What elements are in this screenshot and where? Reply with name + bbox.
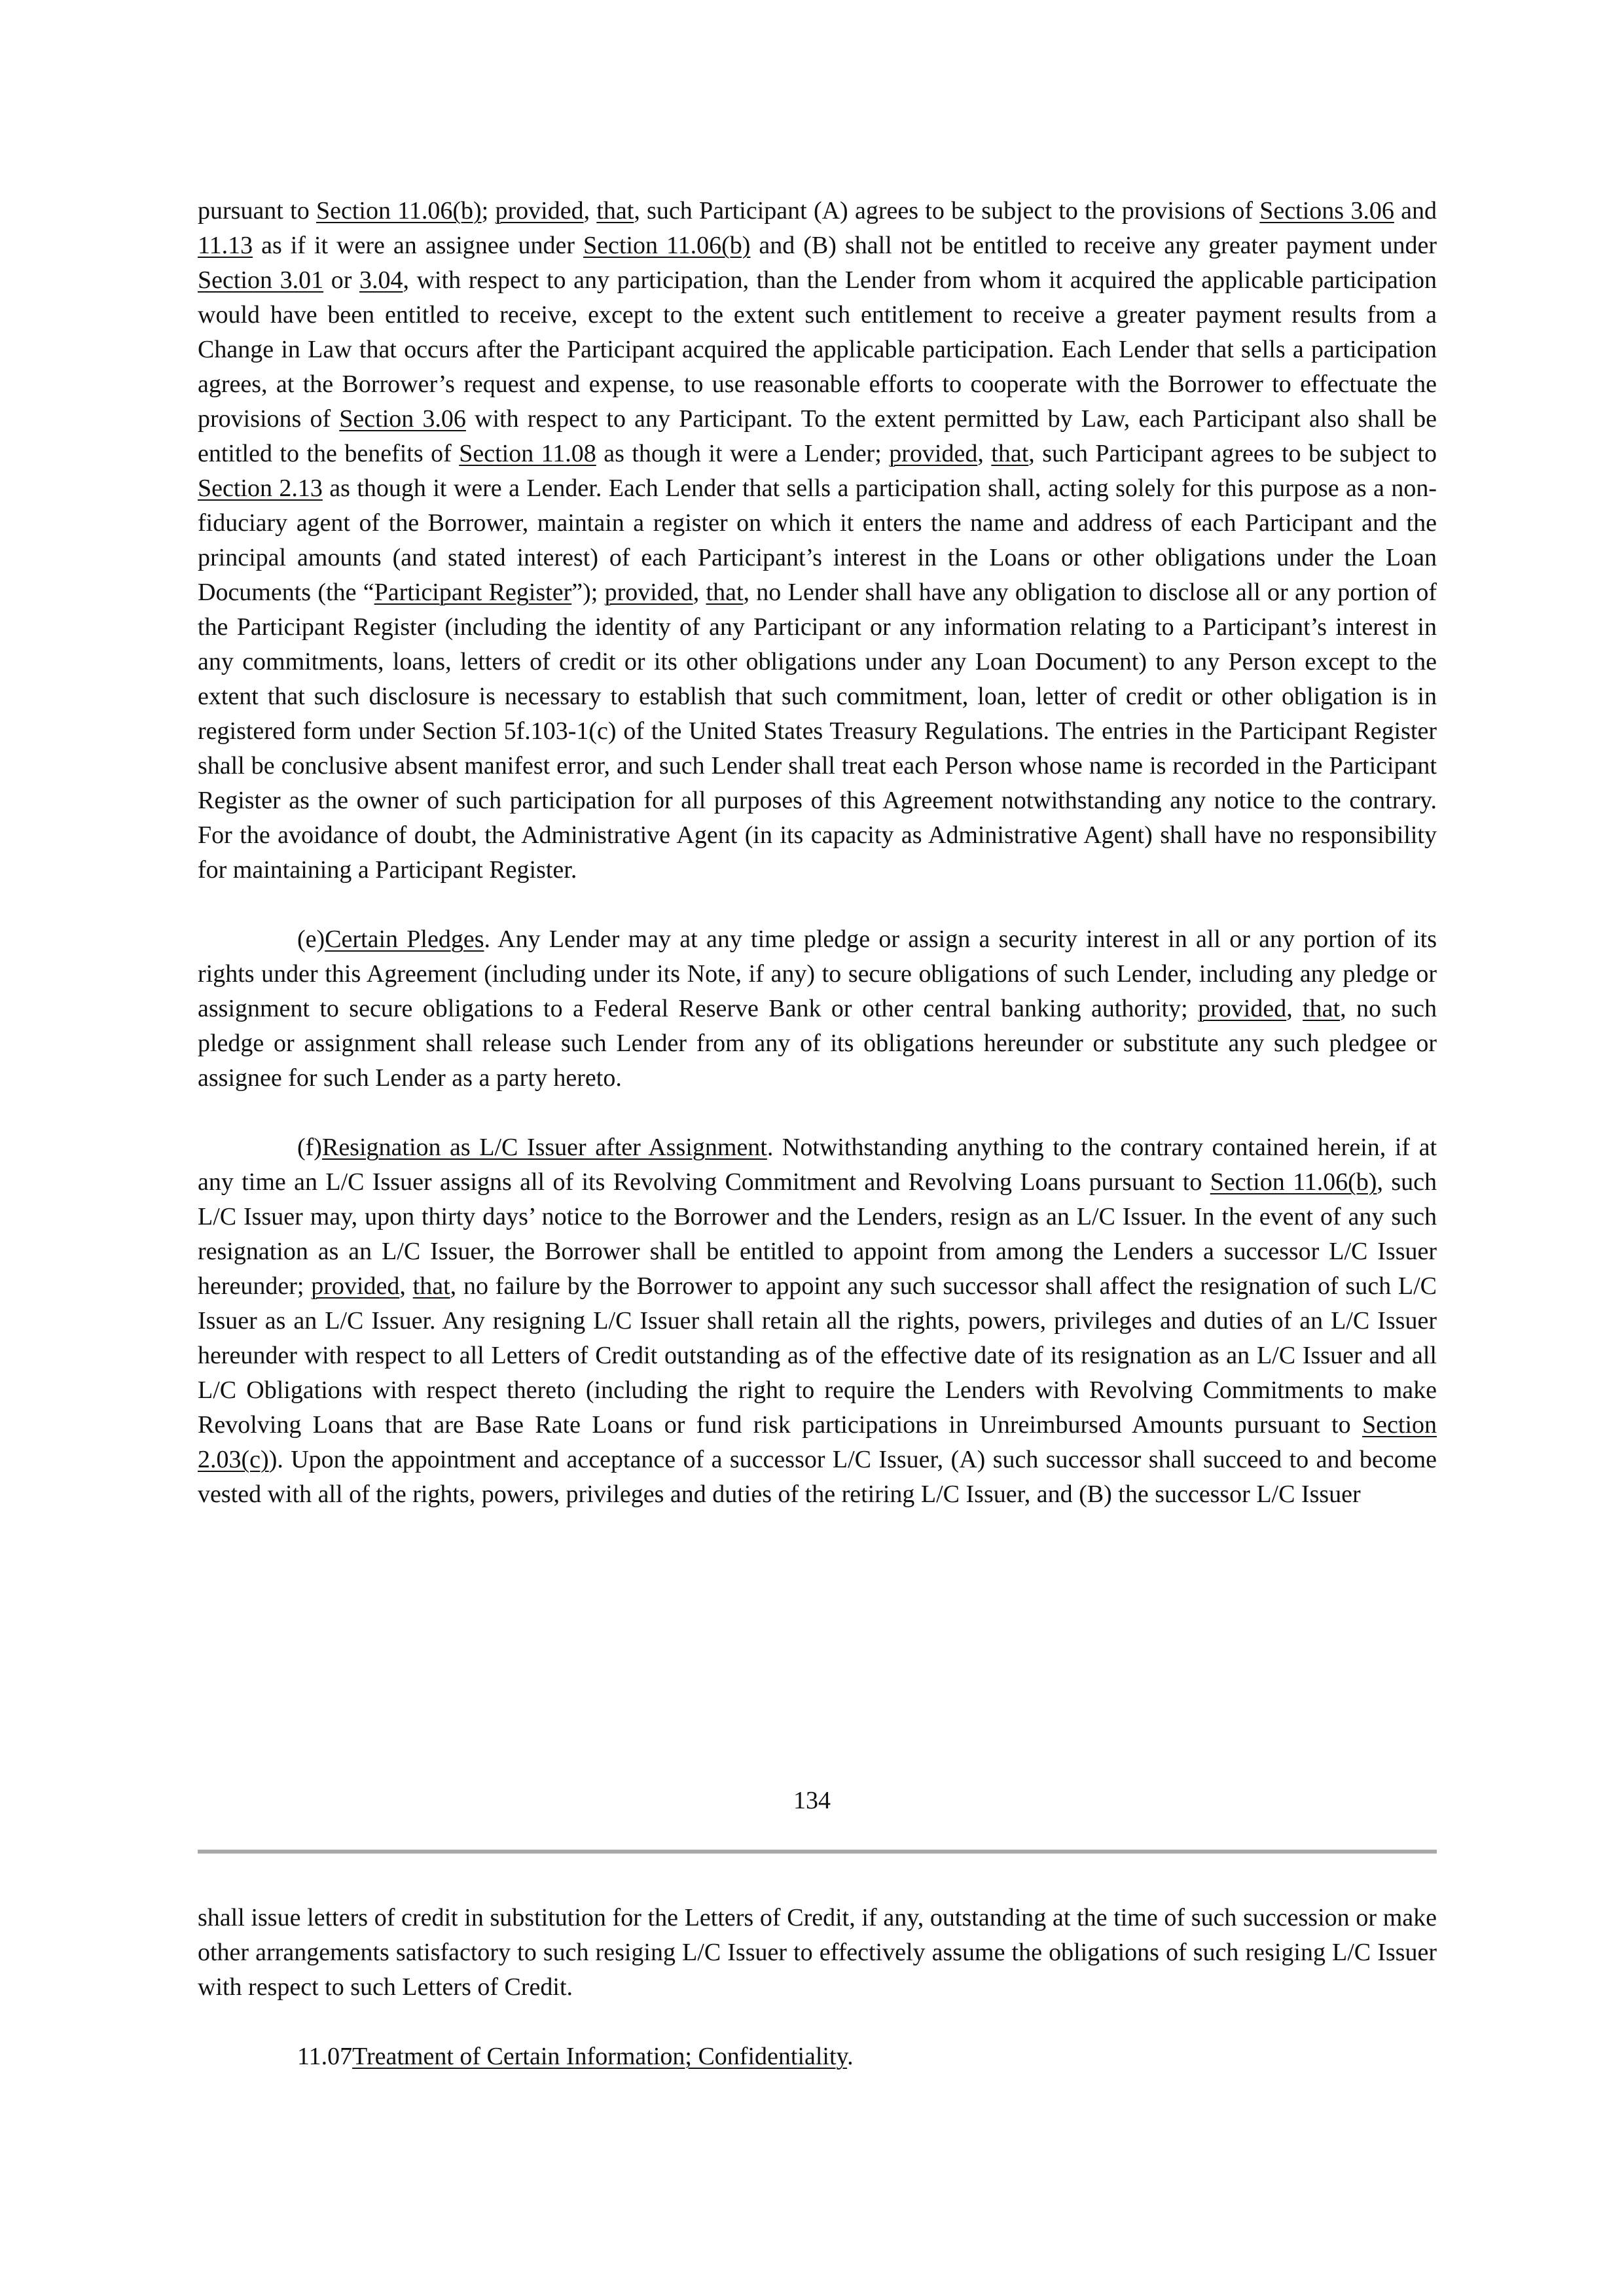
cross-reference-term: Section 2.03(c) — [198, 1411, 1437, 1473]
page-break-divider — [198, 1850, 1437, 1854]
text-run: , — [583, 197, 597, 224]
text-run: , no failure by the Borrower to appoint any such successor shall affect the resignation of such L/C Issuer as an L/C Issuer. Any resigning L/C Issuer shall retain all the rights, powers, privileges and duties of an L/C Issuer hereunder with respect to all Letters of Credit outstanding as of the effective date of its resignation as an L/C Issuer and all L/C Obligations with respect thereto (including the right to require the Lenders with Revolving Commitments to make Revolving Loans that are Base Rate Loans or fund risk participations in Unreimbursed Amounts pursuant to — [198, 1272, 1437, 1439]
cross-reference-term: Section 11.06(b) — [1210, 1168, 1377, 1196]
text-run: shall issue letters of credit in substitution for the Letters of Credit, if any, outstanding at the time of such succession or make other arrangements satisfactory to such resiging L/C Issuer to effectively assume the obligations of such resiging L/C Issuer with respect to such Letters of Credit. — [198, 1904, 1437, 2001]
text-run: , — [399, 1272, 413, 1300]
cross-reference-term: Section 3.01 — [198, 266, 324, 294]
cross-reference-term: Section 11.06(b) — [316, 197, 482, 224]
text-run: as though it were a Lender; — [596, 440, 890, 467]
text-run: , — [1286, 995, 1303, 1022]
cross-reference-term: provided — [1198, 995, 1287, 1022]
cross-reference-term: that — [1303, 995, 1341, 1022]
text-run: 11.07 — [297, 2043, 353, 2070]
cross-reference-term: that — [596, 197, 634, 224]
text-run: ). Upon the appointment and acceptance of a successor L/C Issuer, (A) such successor shall succeed to and become vested with all of the rights, powers, privileges and duties of the retiring L/C Issuer, and (B) the successor L/C Issuer — [198, 1446, 1437, 1508]
cross-reference-term: Section 11.08 — [459, 440, 596, 467]
text-run: . Notwithstanding anything to the contrary contained herein, if at any time an L/C Issuer assigns all of its Revolving Commitment and Revolving Loans pursuant to — [198, 1134, 1437, 1196]
text-run: , — [977, 440, 992, 467]
cross-reference-term: 3.04 — [359, 266, 403, 294]
text-run: ; — [481, 197, 496, 224]
page-number: 134 — [793, 1787, 831, 1814]
text-run: and — [1394, 197, 1437, 224]
text-run: . Any Lender may at any time pledge or assign a security interest in all or any portion of its rights under this Agreement (including under its Note, if any) to secure obligations of such Lender, including any pledge or assignment to secure obligations to a Federal Reserve Bank or other central banking authority; — [198, 925, 1437, 1022]
cross-reference-term: that — [412, 1272, 450, 1300]
cross-reference-term: 11.13 — [198, 232, 253, 259]
section-11-07-heading — [198, 2039, 1437, 2074]
cross-reference-term: Participant Register — [374, 579, 572, 606]
text-run: , no Lender shall have any obligation to disclose all or any portion of the Participant Register (including the identity of any Participant or any information relating to a Participant’s interest in any commitments, loans, letters of credit or its other obligations under any Loan Document) to any Person except to the extent that such disclosure is necessary to establish that such commitment, loan, letter of credit or other obligation is in registered form under Section 5f.103-1(c) of the United States Treasury Regulations. The entries in the Participant Register shall be conclusive absent manifest error, and such Lender shall treat each Person whose name is recorded in the Participant Register as the owner of such participation for all purposes of this Agreement notwithstanding any notice to the contrary. For the avoidance of doubt, the Administrative Agent (in its capacity as Administrative Agent) shall have no responsibility for maintaining a Participant Register. — [198, 579, 1437, 884]
lc-issuer-continuation-paragraph — [198, 1901, 1437, 2005]
text-run: , no such pledge or assignment shall release such Lender from any of its obligations hereunder or substitute any such pledgee or assignee for such Lender as a party hereto. — [198, 995, 1437, 1092]
cross-reference-term: provided — [311, 1272, 400, 1300]
text-run: pursuant to — [198, 197, 316, 224]
text-run: ”); — [571, 579, 605, 606]
cross-reference-term: that — [991, 440, 1029, 467]
cross-reference-term: Section 3.06 — [339, 405, 466, 433]
cross-reference-term: Certain Pledges — [325, 925, 484, 953]
text-run: . — [847, 2043, 854, 2070]
text-run: , such L/C Issuer may, upon thirty days’ notice to the Borrower and the Lenders, resign as an L/C Issuer. In the event of any such resignation as an L/C Issuer, the Borrower shall be entitled to appoint from among the Lenders a successor L/C Issuer hereunder; — [198, 1168, 1437, 1300]
cross-reference-term: Sections 3.06 — [1259, 197, 1394, 224]
text-run: and (B) shall not be entitled to receive any greater payment under — [750, 232, 1437, 259]
text-run: with respect to any Participant. To the extent permitted by Law, each Participant also shall be entitled to the benefits of — [198, 405, 1437, 467]
text-run: or — [323, 266, 359, 294]
text-run: , such Participant (A) agrees to be subject to the provisions of — [634, 197, 1260, 224]
cross-reference-term: provided — [495, 197, 584, 224]
cross-reference-term: Section 11.06(b) — [583, 232, 751, 259]
cross-reference-term: provided — [604, 579, 693, 606]
page-135-body — [198, 1901, 1437, 2074]
cross-reference-term: Treatment of Certain Information; Confidentiality — [352, 2043, 848, 2070]
cross-reference-term: Resignation as L/C Issuer after Assignment — [321, 1134, 767, 1161]
text-run: , — [693, 579, 706, 606]
text-run: , such Participant agrees to be subject to — [1028, 440, 1437, 467]
text-run: as if it were an assignee under — [253, 232, 584, 259]
participation-continuation-paragraph — [198, 194, 1437, 888]
page-134-body — [198, 194, 1437, 1512]
text-run: , with respect to any participation, than the Lender from whom it acquired the applicable participation would have been entitled to receive, except to the extent such entitlement to receive a greater payment results from a Change in Law that occurs after the Participant acquired the applicable participation. Each Lender that sells a participation agrees, at the Borrower’s request and expense, to use reasonable efforts to cooperate with the Borrower to effectuate the provisions of — [198, 266, 1437, 433]
cross-reference-term: Section 2.13 — [198, 475, 323, 502]
text-run: (e) — [297, 925, 325, 953]
text-run: (f) — [297, 1134, 322, 1161]
cross-reference-term: that — [706, 579, 744, 606]
certain-pledges-paragraph — [198, 922, 1437, 1096]
text-run: as though it were a Lender. Each Lender that sells a participation shall, acting solely for this purpose as a non-fiduciary agent of the Borrower, maintain a register on which it enters the name and address of each Participant and the principal amounts (and stated interest) of each Participant’s interest in the Loans or other obligations under the Loan Documents (the “ — [198, 475, 1437, 606]
lc-issuer-resignation-paragraph — [198, 1130, 1437, 1512]
cross-reference-term: provided — [889, 440, 978, 467]
